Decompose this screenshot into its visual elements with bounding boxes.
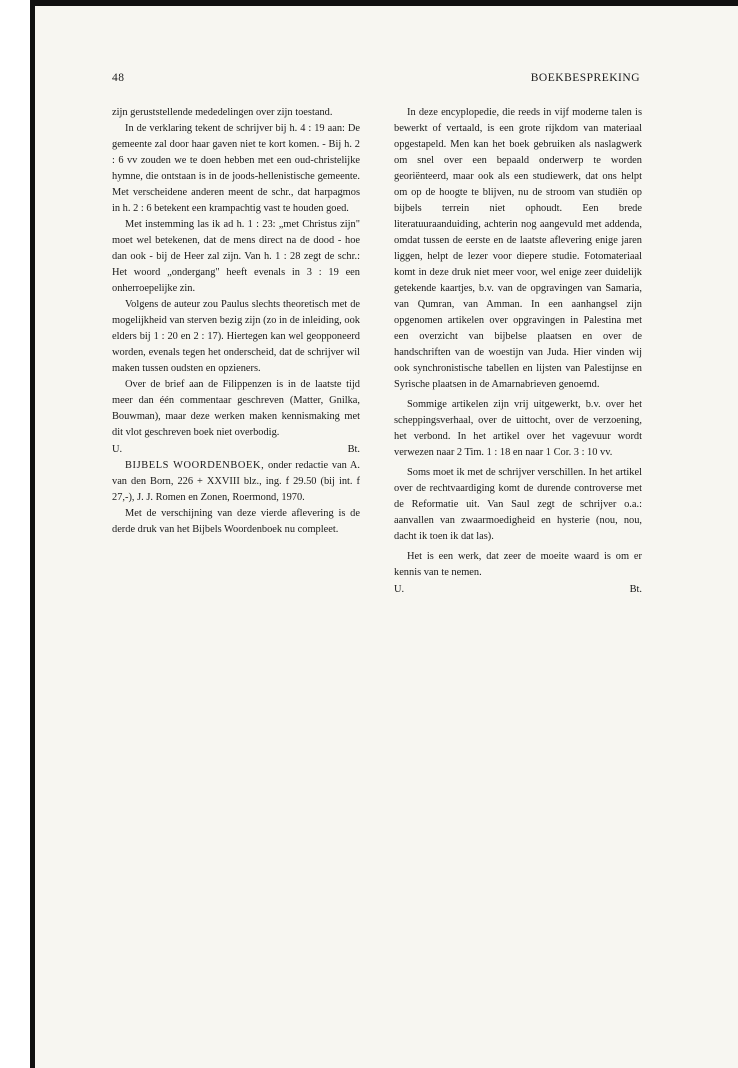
paragraph: Met instemming las ik ad h. 1 : 23: „met Christus zijn" moet wel betekenen, dat de mens direct na de dood - hoe dan ook - bij de Heer zal zijn. Van h. 1 : 28 zegt de schr.: Het woord „ondergang" heeft evenals in 3 : 19 een onherroepelijke zin. xyxy=(112,219,360,294)
paragraph: Met de verschijning van deze vierde aflevering is de derde druk van het Bijbels Woordenboek nu compleet. xyxy=(112,508,360,535)
paragraph: Over de brief aan de Filippenzen is in de laatste tijd meer dan één commentaar geschreven (Matter, Gnilka, Bouwman), maar deze werken maken kennismaking met dit vlot geschreven boek niet overbodig. xyxy=(112,379,360,438)
paragraph: Sommige artikelen zijn vrij uitgewerkt, b.v. over het scheppingsverhaal, over de uittocht, over de verzoening, het verbond. In het artikel over het vagevuur wordt verwezen naar 2 Tim. 1 : 18 en naar 1 Cor. 3 : 10 vv. xyxy=(394,399,642,458)
running-title: BOEKBESPREKING xyxy=(530,72,640,84)
review-heading xyxy=(112,458,360,506)
review-details: onder redactie van A. van den Born, 226 + XXVIII blz., ing. f 29.50 (bij int. f 27,-), J. J. Romen en Zonen, Roermond, 1970. xyxy=(112,460,361,503)
review-title: BIJBELS WOORDENBOEK, xyxy=(125,460,265,471)
signature-initial: U. xyxy=(112,444,123,455)
signature-initials: Bt. xyxy=(347,444,360,455)
left-column xyxy=(112,105,360,538)
page-number: 48 xyxy=(112,72,125,84)
paragraph: In deze encyplopedie, die reeds in vijf moderne talen is bewerkt of vertaald, is een grote rijkdom van materiaal opgestapeld. Men kan het boek gebruiken als naslagwerk om snel over een bepaald onderwerp te worden georiënteerd, maar ook als een studiewerk, dat ons helpt om op de hoogte te blijven, nu de stroom van studiën op bijbels terrein niet ophoudt. Een brede literatuuraanduiding, achterin nog aangevuld met addenda, omdat tussen de eerste en de laatste aflevering enige jaren liggen, helpt de lezer voor diepere studie. Fotomateriaal komt in deze druk niet meer voor, wel enige zeer duidelijk getekende kaartjes, b.v. van de opgravingen van Samaria, van Qumran, van Amman. In een aanhangsel zijn opgenomen artikelen over opgravingen in Palestina met een overzicht van bijbelse plaatsen en over de handschriften van de woestijn van Juda. Hier vinden wij ook synchronistische tabellen en lijsten van Palestijnse en Syrische plaatsen in de Amarnabrieven genoemd. xyxy=(394,107,642,390)
right-column xyxy=(394,105,642,598)
paragraph: In de verklaring tekent de schrijver bij h. 4 : 19 aan: De gemeente zal door haar gaven niet te kort komen. - Bij h. 2 : 6 vv zouden we te doen hebben met een oud-christelijke hymne, die ontstaan is in de joods-hellenistische gemeente. Met verscheidene anderen meent de schr., dat harpagmos in h. 2 : 6 betekent een krampachtig vast te houden goed. xyxy=(112,123,360,214)
paragraph: Het is een werk, dat zeer de moeite waard is om er kennis van te nemen. xyxy=(394,551,642,578)
paragraph: Volgens de auteur zou Paulus slechts theoretisch met de mogelijkheid van sterven bezig zijn (zo in de inleiding, ook elders bij 1 : 20 en 2 : 17). Hiertegen kan wel geopponeerd worden, evenals tegen het onderscheid, dat de schrijver wil maken tussen oudsten en opzieners. xyxy=(112,299,360,374)
paragraph: Soms moet ik met de schrijver verschillen. In het artikel over de rechtvaardiging komt de durende controverse met de Reformatie uit. Van Saul zegt de schrijver o.a.: aanvallen van zwaarmoedigheid en hysterie (nou, nou, dacht ik toen ik dat las). xyxy=(394,467,642,542)
signature-line xyxy=(112,442,360,458)
signature-line xyxy=(394,582,642,598)
signature-initials: Bt. xyxy=(629,584,642,595)
paragraph: zijn geruststellende mededelingen over zijn toestand. xyxy=(112,107,333,118)
signature-initial: U. xyxy=(394,584,405,595)
